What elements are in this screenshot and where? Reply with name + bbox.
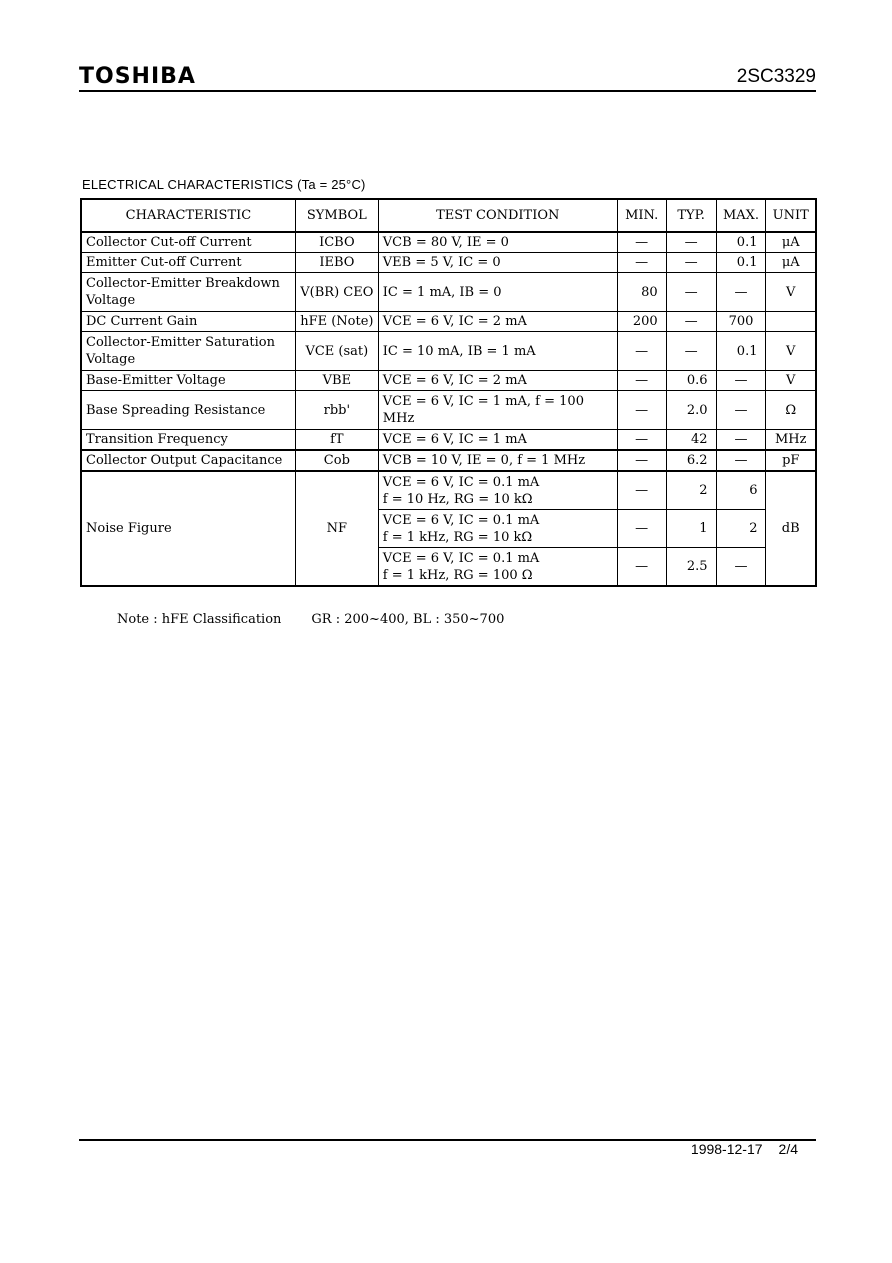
unit-cell: dB (766, 471, 816, 586)
unit-cell: μA (766, 232, 816, 253)
condition-cell: IC = 1 mA, IB = 0 (378, 273, 617, 312)
table-row (81, 471, 816, 510)
symbol-cell: VCE (sat) (295, 332, 378, 371)
column-header: TYP. (666, 199, 716, 232)
page-number: 2/4 (778, 1141, 798, 1157)
column-header: TEST CONDITION (378, 199, 617, 232)
max-cell: 0.1 (716, 232, 766, 253)
symbol-cell: V(BR) CEO (295, 273, 378, 312)
note-classes: GR : 200~400, BL : 350~700 (311, 612, 505, 627)
table-row (81, 371, 816, 391)
typ-cell: 2 (666, 471, 716, 510)
unit-cell: MHz (766, 430, 816, 451)
symbol-cell: fT (295, 430, 378, 451)
characteristic-cell: Collector-Emitter Saturation Voltage (81, 332, 295, 371)
unit-cell: μA (766, 253, 816, 273)
hfe-classification-note (117, 612, 504, 627)
table-row (81, 312, 816, 332)
max-cell: 0.1 (716, 253, 766, 273)
table-row (81, 232, 816, 253)
max-cell: 0.1 (716, 332, 766, 371)
characteristic-cell: Collector Output Capacitance (81, 450, 295, 471)
min-cell: 80 (617, 273, 666, 312)
part-number: 2SC3329 (736, 66, 816, 87)
symbol-cell: IEBO (295, 253, 378, 273)
condition-line: VCE = 6 V, IC = 0.1 mA (382, 512, 540, 528)
max-cell: — (716, 273, 766, 312)
min-cell: — (617, 430, 666, 451)
condition-cell: VCB = 10 V, IE = 0, f = 1 MHz (378, 450, 617, 471)
min-cell: — (617, 510, 666, 548)
condition-cell: VCE = 6 V, IC = 2 mA (378, 312, 617, 332)
condition-cell: VEB = 5 V, IC = 0 (378, 253, 617, 273)
unit-cell: V (766, 371, 816, 391)
column-header: UNIT (766, 199, 816, 232)
table-row (81, 391, 816, 430)
max-cell: — (716, 450, 766, 471)
max-cell: — (716, 391, 766, 430)
condition-line: f = 10 Hz, RG = 10 kΩ (382, 491, 533, 507)
typ-cell: 2.0 (666, 391, 716, 430)
symbol-cell: rbb' (295, 391, 378, 430)
condition-cell (378, 510, 617, 548)
characteristic-cell: DC Current Gain (81, 312, 295, 332)
table-header-row (81, 199, 816, 232)
table-row (81, 273, 816, 312)
min-cell: — (617, 391, 666, 430)
typ-cell: — (666, 232, 716, 253)
symbol-cell: Cob (295, 450, 378, 471)
table-row (81, 450, 816, 471)
condition-line: VCE = 6 V, IC = 0.1 mA (382, 474, 540, 490)
max-cell: — (716, 548, 766, 587)
typ-cell: 42 (666, 430, 716, 451)
brand-logo: TOSHIBA (79, 64, 196, 89)
condition-cell: VCE = 6 V, IC = 1 mA (378, 430, 617, 451)
typ-cell: 2.5 (666, 548, 716, 587)
section-title: ELECTRICAL CHARACTERISTICS (Ta = 25°C) (82, 177, 366, 192)
max-cell: 6 (716, 471, 766, 510)
symbol-cell: ICBO (295, 232, 378, 253)
condition-cell (378, 548, 617, 587)
typ-cell: — (666, 273, 716, 312)
typ-cell: 1 (666, 510, 716, 548)
max-cell: — (716, 371, 766, 391)
table-row (81, 332, 816, 371)
header-rule (79, 90, 816, 92)
condition-line: VCE = 6 V, IC = 0.1 mA (382, 550, 540, 566)
typ-cell: 0.6 (666, 371, 716, 391)
condition-cell: IC = 10 mA, IB = 1 mA (378, 332, 617, 371)
typ-cell: — (666, 312, 716, 332)
characteristic-cell: Emitter Cut-off Current (81, 253, 295, 273)
note-label: Note : hFE Classification (117, 612, 282, 627)
unit-cell: V (766, 273, 816, 312)
condition-cell: VCE = 6 V, IC = 2 mA (378, 371, 617, 391)
condition-cell: VCB = 80 V, IE = 0 (378, 232, 617, 253)
min-cell: 200 (617, 312, 666, 332)
condition-cell: VCE = 6 V, IC = 1 mA, f = 100 MHz (378, 391, 617, 430)
min-cell: — (617, 371, 666, 391)
min-cell: — (617, 471, 666, 510)
unit-cell: pF (766, 450, 816, 471)
unit-cell (766, 312, 816, 332)
condition-cell (378, 471, 617, 510)
min-cell: — (617, 232, 666, 253)
electrical-characteristics-table (80, 198, 817, 587)
characteristic-cell: Base-Emitter Voltage (81, 371, 295, 391)
table-row (81, 430, 816, 451)
symbol-cell: VBE (295, 371, 378, 391)
characteristic-cell: Noise Figure (81, 471, 295, 586)
typ-cell: — (666, 332, 716, 371)
characteristic-cell: Base Spreading Resistance (81, 391, 295, 430)
column-header: SYMBOL (295, 199, 378, 232)
min-cell: — (617, 253, 666, 273)
footer (691, 1141, 798, 1157)
characteristic-cell: Collector Cut-off Current (81, 232, 295, 253)
footer-date: 1998-12-17 (690, 1141, 763, 1157)
typ-cell: — (666, 253, 716, 273)
column-header: MIN. (617, 199, 666, 232)
typ-cell: 6.2 (666, 450, 716, 471)
max-cell: — (716, 430, 766, 451)
table-row (81, 253, 816, 273)
condition-line: f = 1 kHz, RG = 100 Ω (382, 567, 533, 583)
unit-cell: V (766, 332, 816, 371)
column-header: CHARACTERISTIC (81, 199, 295, 232)
max-cell: 2 (716, 510, 766, 548)
characteristic-cell: Collector-Emitter Breakdown Voltage (81, 273, 295, 312)
unit-cell: Ω (766, 391, 816, 430)
column-header: MAX. (716, 199, 766, 232)
max-cell: 700 (716, 312, 766, 332)
condition-line: f = 1 kHz, RG = 10 kΩ (382, 529, 533, 545)
characteristic-cell: Transition Frequency (81, 430, 295, 451)
symbol-cell: hFE (Note) (295, 312, 378, 332)
min-cell: — (617, 548, 666, 587)
symbol-cell: NF (295, 471, 378, 586)
min-cell: — (617, 332, 666, 371)
min-cell: — (617, 450, 666, 471)
